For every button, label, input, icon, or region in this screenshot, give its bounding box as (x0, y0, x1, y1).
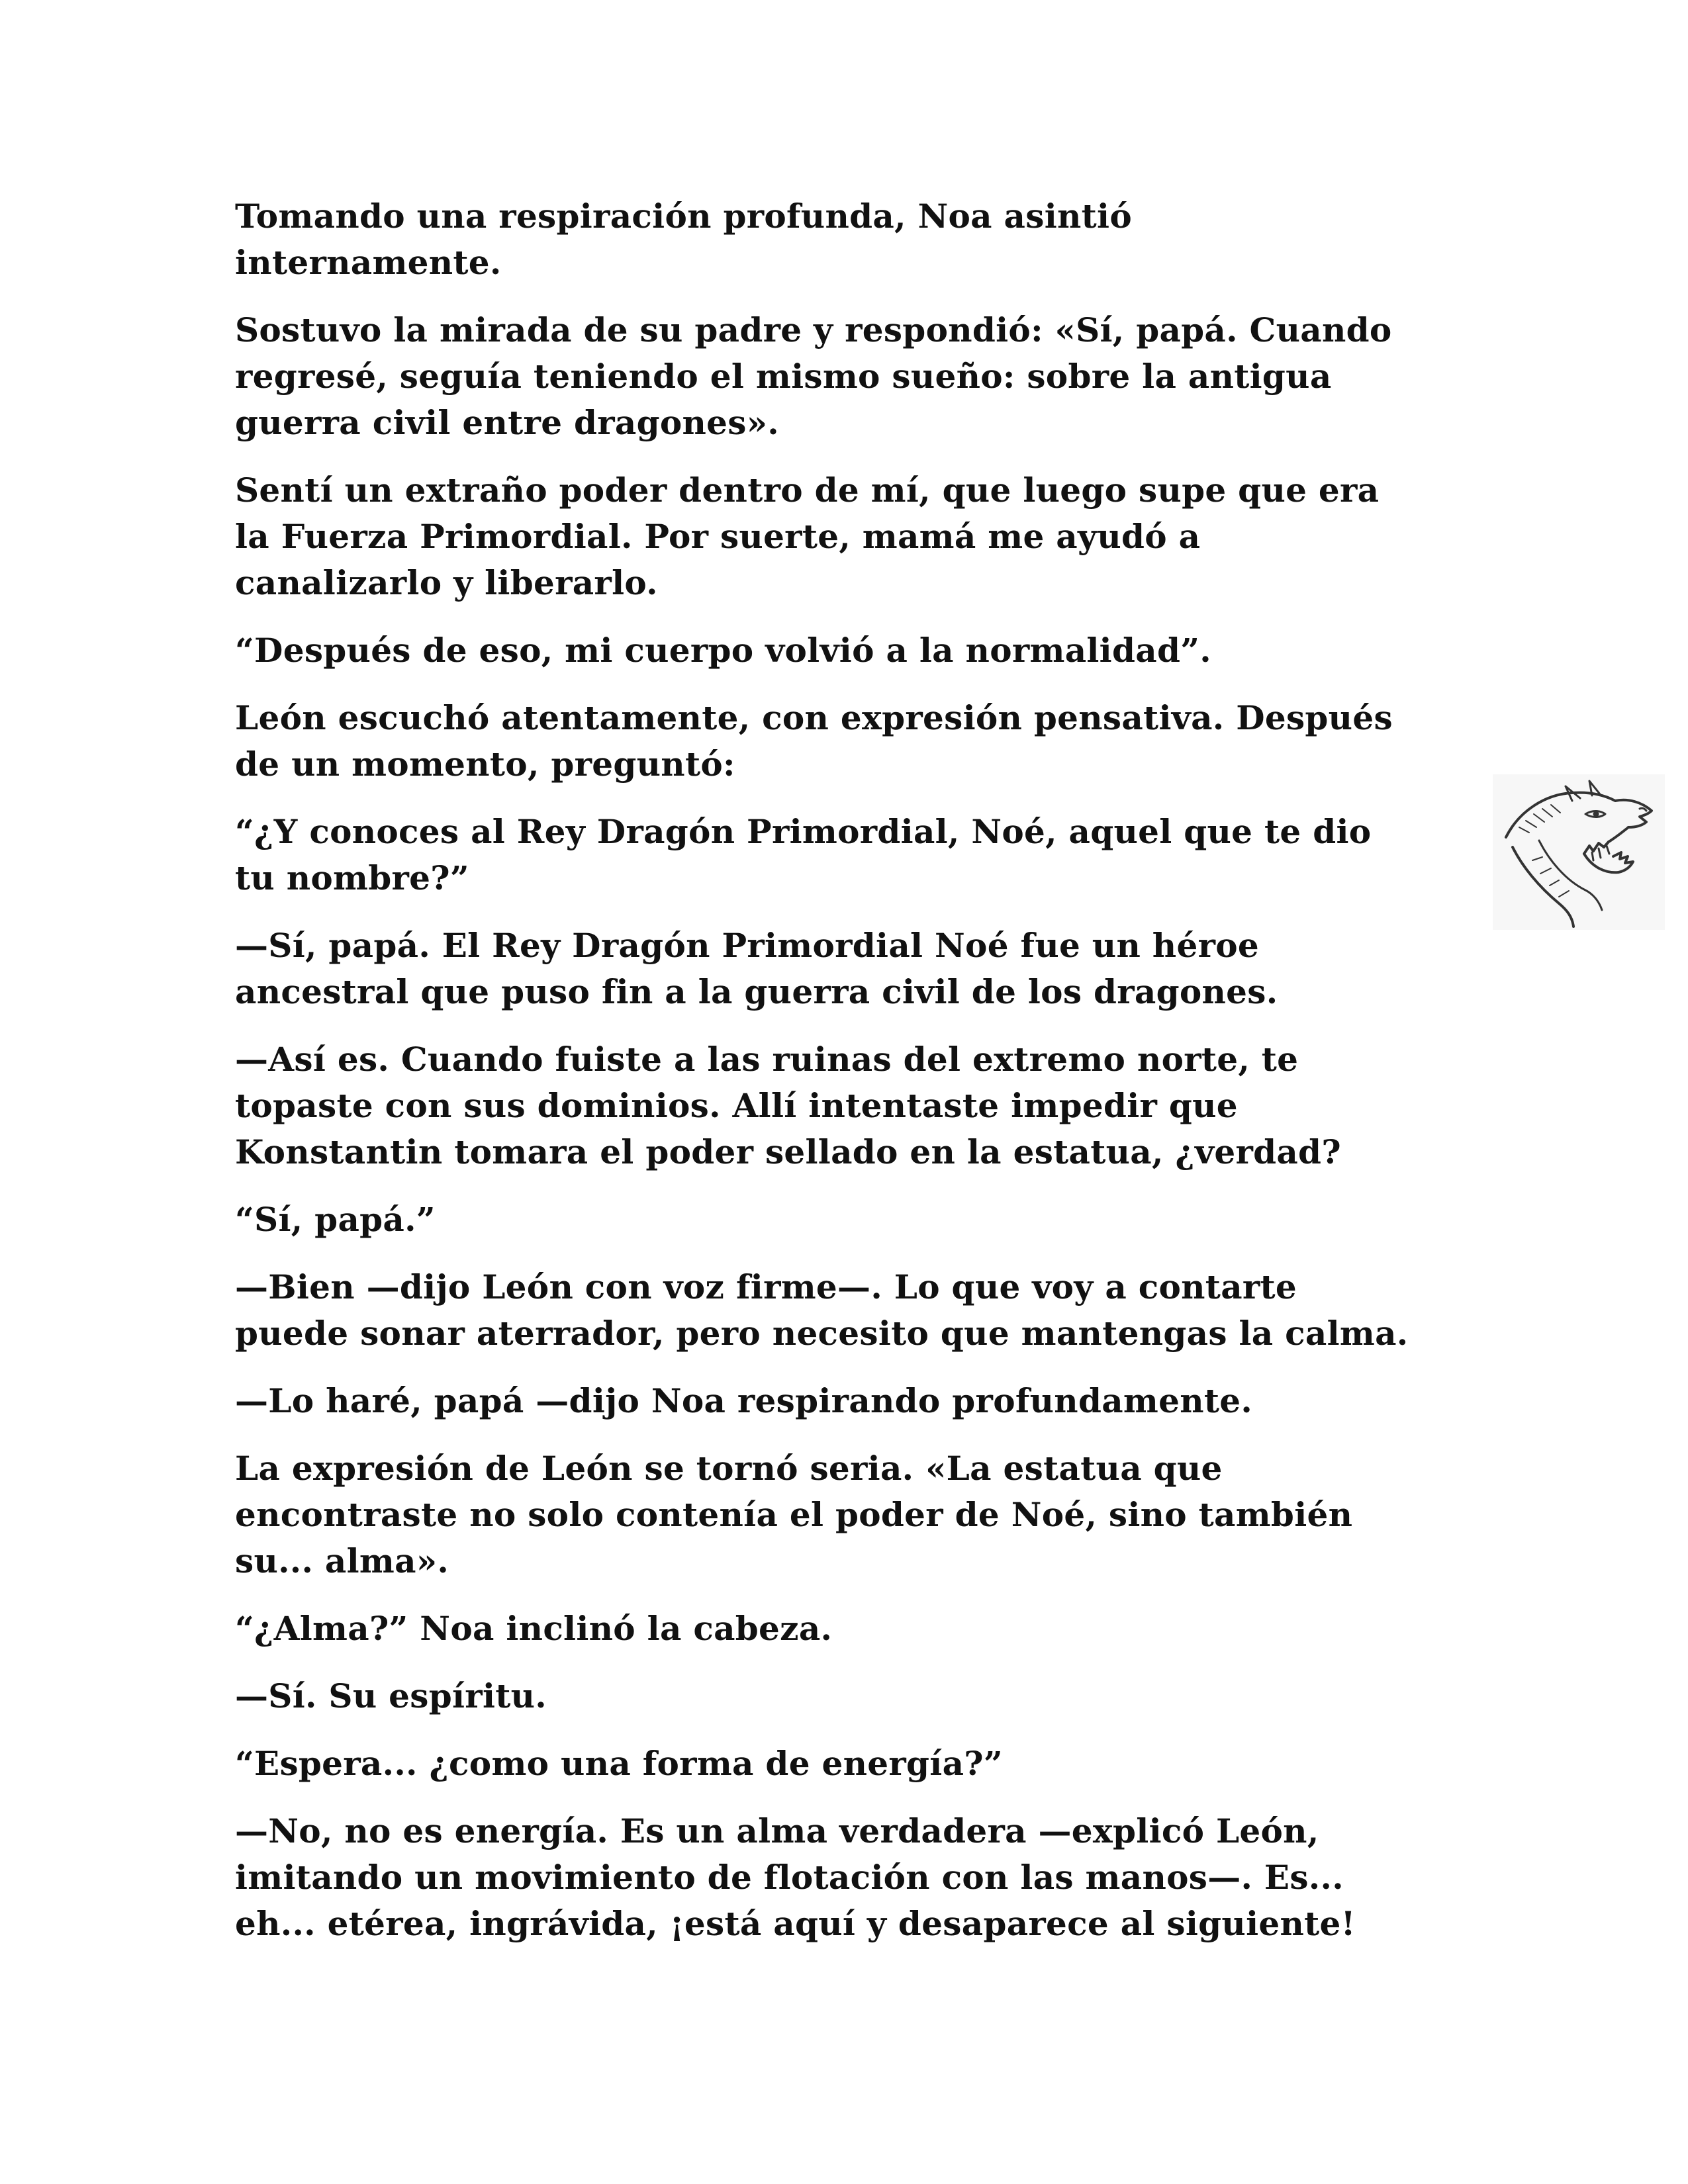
paragraph: —Sí. Su espíritu. (235, 1676, 547, 1715)
paragraph: “Después de eso, mi cuerpo volvió a la normalidad”. (235, 631, 1211, 670)
paragraph: Sostuvo la mirada de su padre y respondió: «Sí, papá. Cuando regresé, seguía teniendo el mismo sueño: sobre la antigua guerra civil entre dragones». (235, 310, 1392, 442)
body-text (235, 193, 1466, 1968)
paragraph: —No, no es energía. Es un alma verdadera —explicó León, imitando un movimiento de flotación con las manos—. Es... eh... etérea, ingrávida, ¡está aquí y desaparece al siguiente! (235, 1811, 1356, 1943)
paragraph: Sentí un extraño poder dentro de mí, que luego supe que era la Fuerza Primordial. Por suerte, mamá me ayudó a canalizarlo y liberarlo. (235, 471, 1380, 602)
paragraph: “¿Alma?” Noa inclinó la cabeza. (235, 1609, 833, 1648)
paragraph: —Sí, papá. El Rey Dragón Primordial Noé fue un héroe ancestral que puso fin a la guerra civil de los dragones. (235, 926, 1278, 1011)
paragraph: León escuchó atentamente, con expresión pensativa. Después de un momento, preguntó: (235, 698, 1393, 784)
paragraph: “Sí, papá.” (235, 1200, 436, 1239)
paragraph: —Así es. Cuando fuiste a las ruinas del extremo norte, te topaste con sus dominios. Allí intentaste impedir que Konstantin tomara el poder sellado en la estatua, ¿verdad? (235, 1040, 1341, 1171)
paragraph: —Bien —dijo León con voz firme—. Lo que voy a contarte puede sonar aterrador, pero necesito que mantengas la calma. (235, 1267, 1409, 1353)
paragraph: “¿Y conoces al Rey Dragón Primordial, Noé, aquel que te dio tu nombre?” (235, 812, 1372, 897)
paragraph: —Lo haré, papá —dijo Noa respirando profundamente. (235, 1381, 1253, 1420)
paragraph: La expresión de León se tornó seria. «La estatua que encontraste no solo contenía el poder de Noé, sino también su... alma». (235, 1449, 1353, 1580)
paragraph: Tomando una respiración profunda, Noa asintió internamente. (235, 197, 1132, 282)
dragon-head-sketch-icon (1493, 774, 1665, 930)
paragraph: “Espera... ¿como una forma de energía?” (235, 1744, 1003, 1783)
